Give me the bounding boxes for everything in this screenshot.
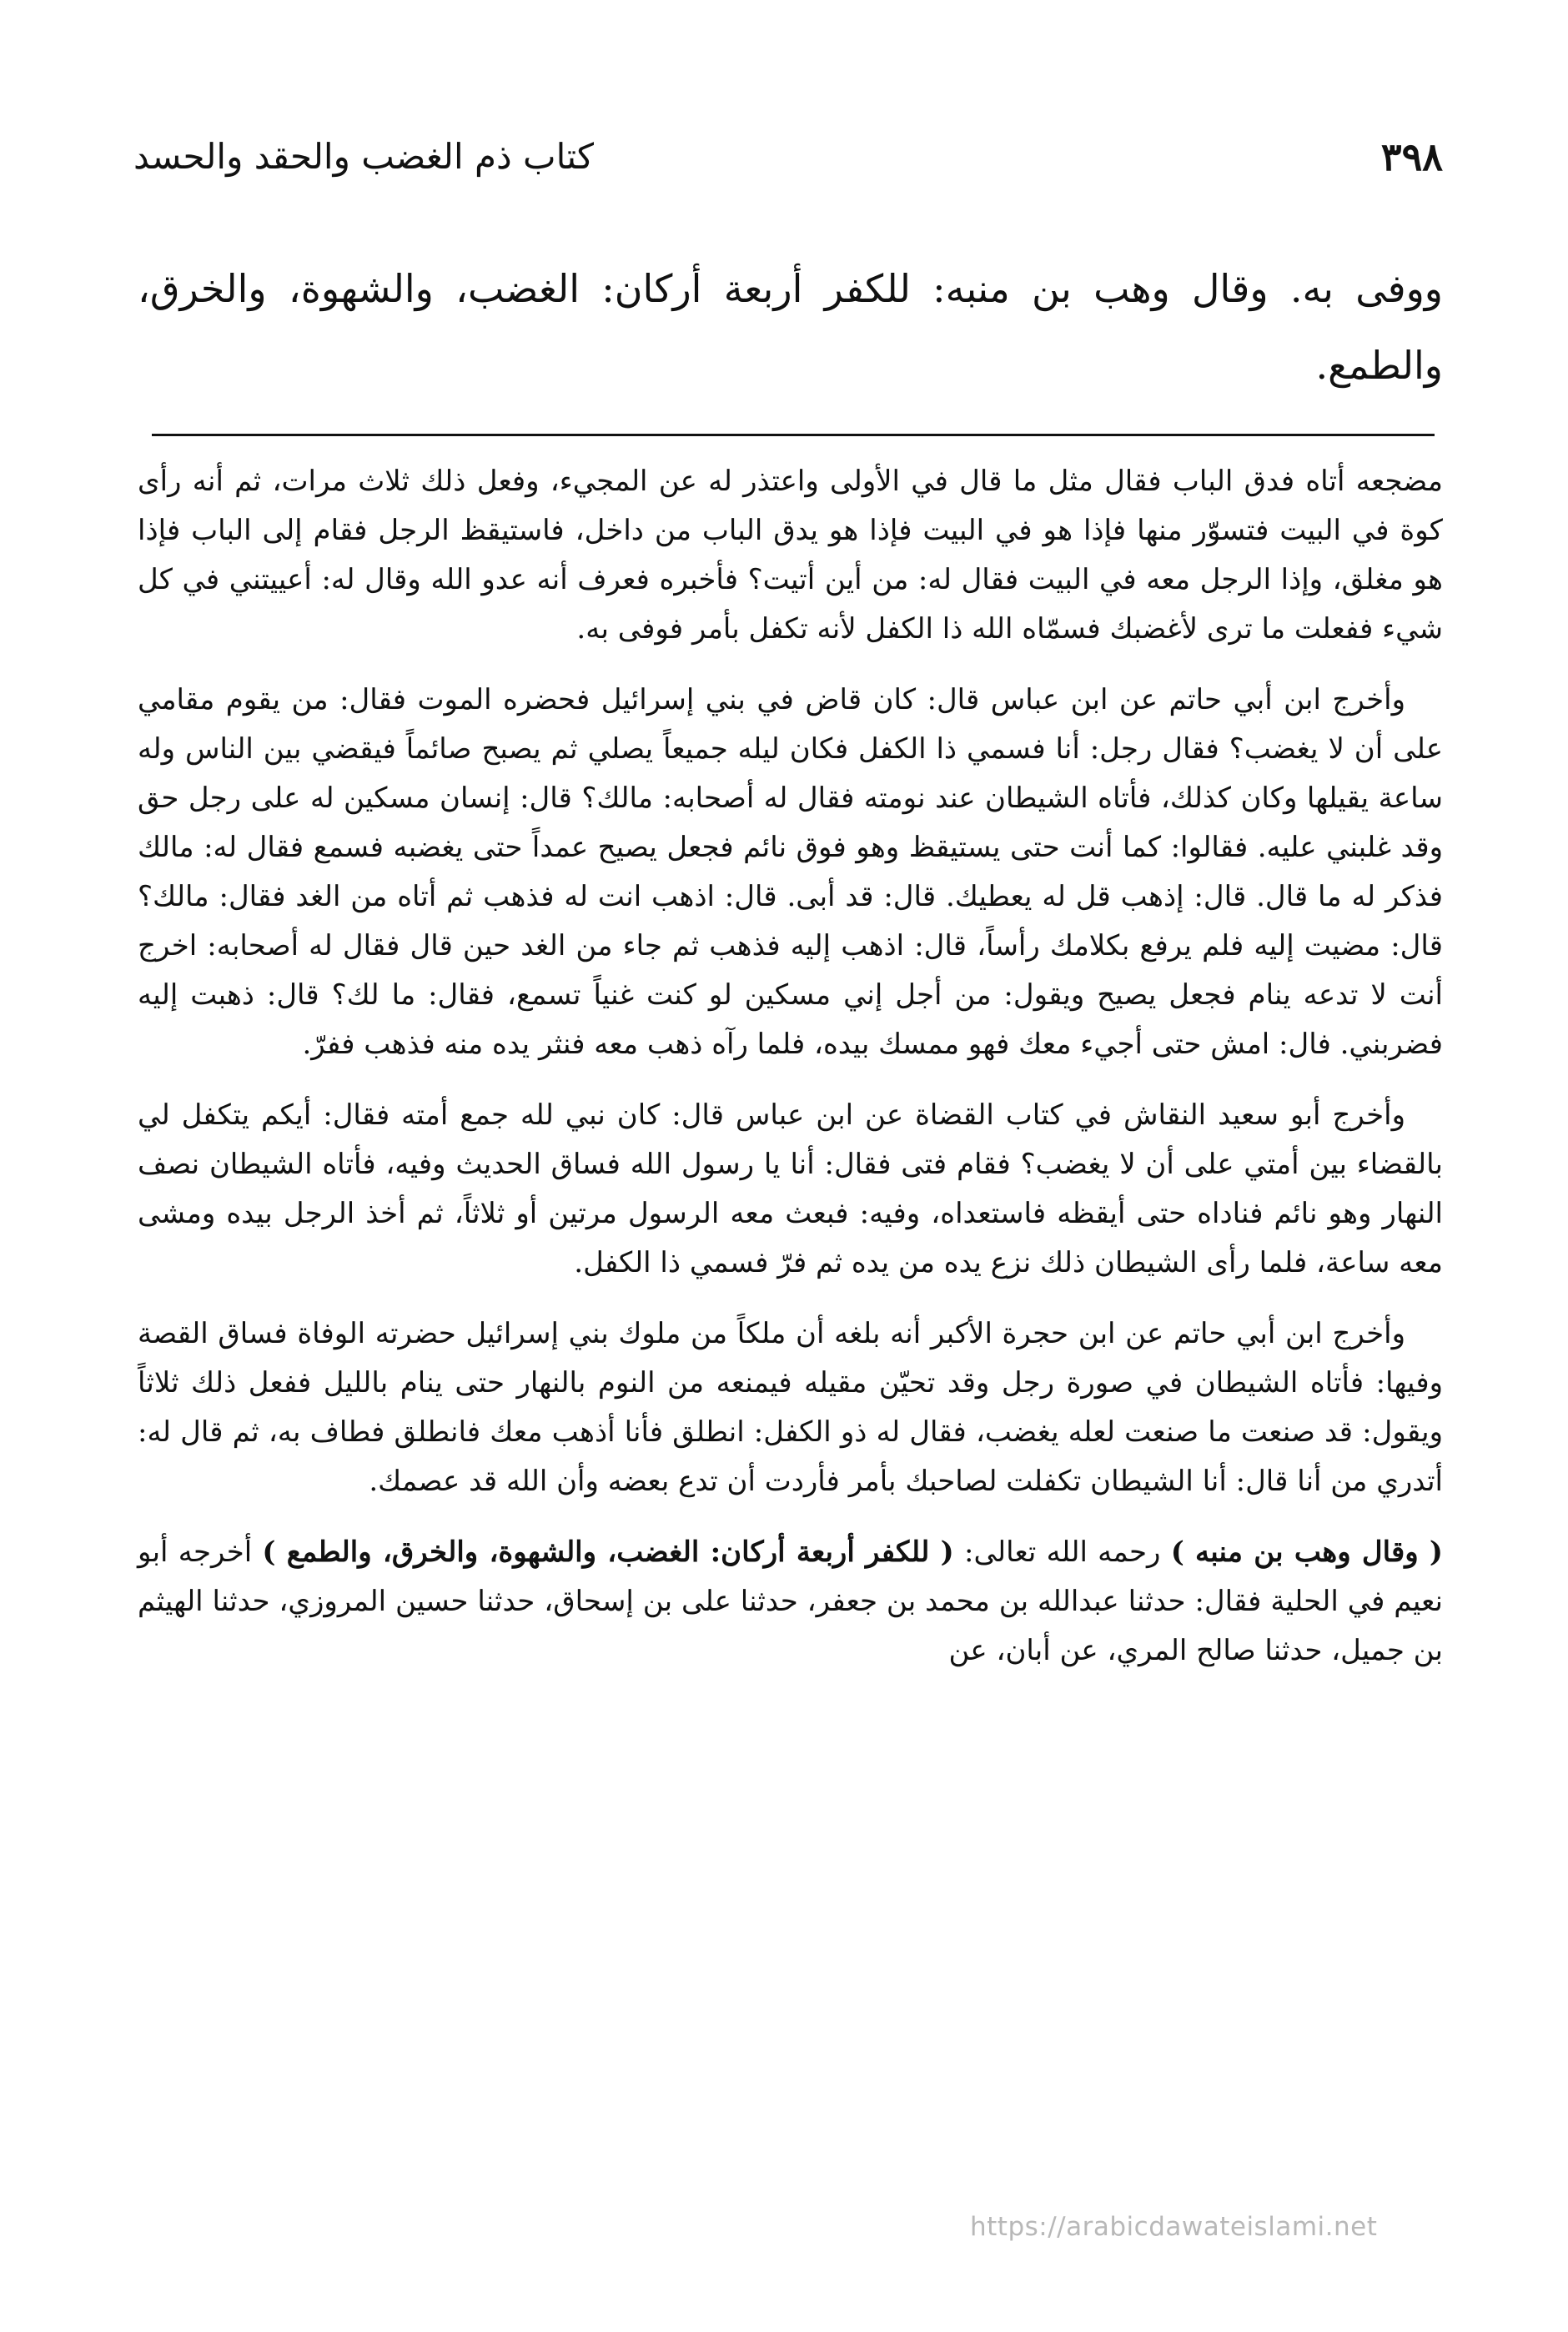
commentary-paragraph-5 <box>138 1528 1443 1676</box>
page-number: ٣٩٨ <box>1380 134 1443 179</box>
main-text: ووفى به. وقال وهب بن منبه: للكفر أربعة أركان: الغضب، والشهوة، والخرق، والطمع. <box>138 266 1443 388</box>
commentary-text: رحمه الله تعالى: <box>953 1535 1171 1569</box>
watermark-url: https://arabicdawateislami.net <box>970 2212 1378 2242</box>
commentary-section <box>138 457 1443 1697</box>
commentary-paragraph-1: مضجعه أتاه فدق الباب فقال مثل ما قال في الأولى واعتذر له عن المجيء، وفعل ذلك ثلاث مرات، ثم أنه رأى كوة في البيت فتسوّر منها فإذا هو في البيت فإذا هو يدق الباب من داخل، فاستيقظ الرجل فقام إلى الباب فإذا هو مغلق، وإذا الرجل معه في البيت فقال له: من أين أتيت؟ فأخبره فعرف أنه عدو الله وقال له: أعييتني في كل شيء ففعلت ما ترى لأغضبك فسمّاه الله ذا الكفل لأنه تكفل بأمر فوفى به. <box>138 465 1443 646</box>
commentary-paragraph-2: وأخرج ابن أبي حاتم عن ابن عباس قال: كان قاض في بني إسرائيل فحضره الموت فقال: من يقوم مقامي على أن لا يغضب؟ فقال رجل: أنا فسمي ذا الكفل فكان ليله جميعاً يصلي ثم يصبح صائماً فيقضي بين الناس وله ساعة يقيلها وكان كذلك، فأتاه الشيطان عند نومته فقال له أصحابه: مالك؟ قال: إنسان مسكين له على رجل حق وقد غلبني عليه. فقالوا: كما أنت حتى يستيقظ وهو فوق نائم فجعل يصيح عمداً حتى يغضبه فسمع فقال له: مالك فذكر له ما قال. قال: إذهب قل له يعطيك. قال: قد أبى. قال: اذهب انت له فذهب ثم أتاه من الغد فقال: مالك؟ قال: مضيت إليه فلم يرفع بكلامك رأساً، قال: اذهب إليه فذهب ثم جاء من الغد حين قال فقال له أصحابه: اخرج أنت لا تدعه ينام فجعل يصيح ويقول: من أجل إني مسكين لو كنت غنياً تسمع، فقال: ما لك؟ قال: ذهبت إليه فضربني. فال: امش حتى أجيء معك فهو ممسك بيده، فلما رآه ذهب معه فنثر يده منه فذهب ففرّ. <box>138 683 1443 1061</box>
page-header <box>133 132 1443 190</box>
commentary-text: أخرجه أبو نعيم في الحلية فقال: حدثنا عبدالله بن محمد بن جعفر، حدثنا على بن إسحاق، حدثنا حسين المروزي، حدثنا الهيثم بن جميل، حدثنا صالح المري، عن أبان، عن <box>138 1535 1443 1667</box>
quoted-matn-saying: ( للكفر أربعة أركان: الغضب، والشهوة، والخرق، والطمع ) <box>262 1535 954 1569</box>
commentary-paragraph-4: وأخرج ابن أبي حاتم عن ابن حجرة الأكبر أنه بلغه أن ملكاً من ملوك بني إسرائيل حضرته الوفاة فساق القصة وفيها: فأتاه الشيطان في صورة رجل وقد تحيّن مقيله فيمنعه من النوم بالنهار حتى ينام بالليل ففعل ذلك ثلاثاً ويقول: قد صنعت ما صنعت لعله يغضب، فقال له ذو الكفل: انطلق فأنا أذهب معك فانطلق فطاف به، ثم قال له: أتدري من أنا قال: أنا الشيطان تكفلت لصاحبك بأمر فأردت أن تدع بعضه وأن الله قد عصمك. <box>138 1317 1443 1498</box>
quoted-matn-attribution: ( وقال وهب بن منبه ) <box>1170 1535 1443 1569</box>
running-title: كتاب ذم الغضب والحقد والحسد <box>133 136 595 177</box>
commentary-paragraph-3: وأخرج أبو سعيد النقاش في كتاب القضاة عن ابن عباس قال: كان نبي لله جمع أمته فقال: أيكم يتكفل لي بالقضاء بين أمتي على أن لا يغضب؟ فقام فتى فقال: أنا يا رسول الله فساق الحديث وفيه، فأتاه الشيطان نصف النهار وهو نائم فناداه حتى أيقظه فاستعداه، وفيه: فبعث معه الرسول مرتين أو ثلاثاً، ثم أخذ الرجل بيده ومشى معه ساعة، فلما رأى الشيطان ذلك نزع يده من يده ثم فرّ فسمي ذا الكفل. <box>138 1098 1443 1279</box>
footnote-divider <box>152 434 1435 436</box>
